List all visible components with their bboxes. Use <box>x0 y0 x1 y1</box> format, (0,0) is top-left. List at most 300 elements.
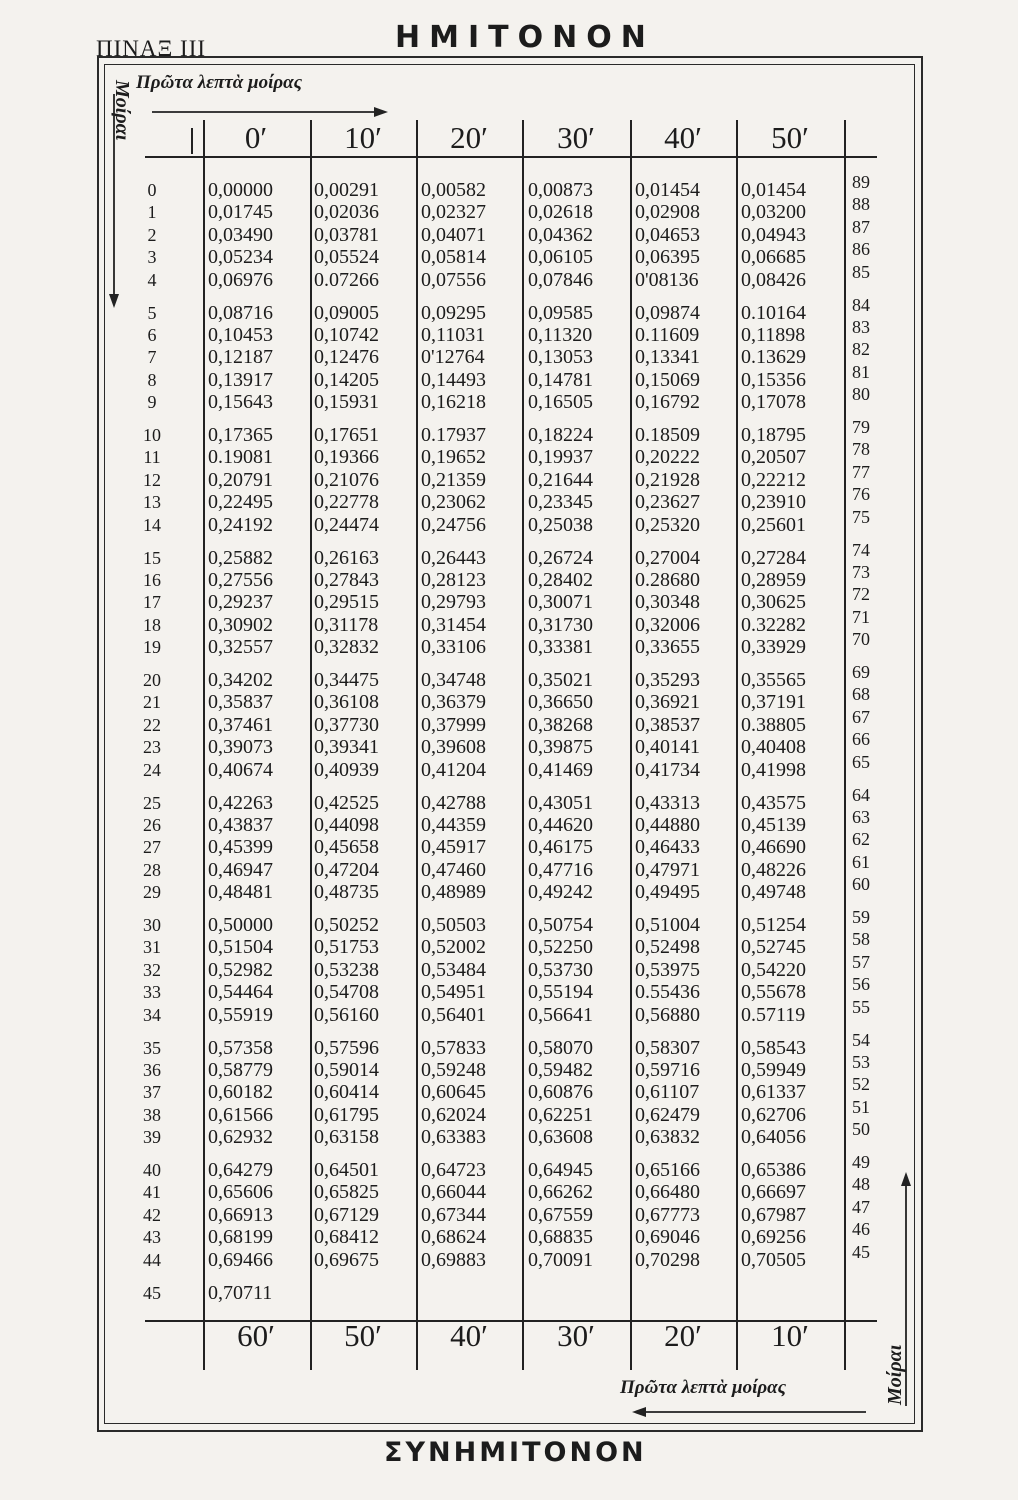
sine-value: 0,29793 <box>421 591 486 614</box>
sine-value: 0,36650 <box>528 691 593 714</box>
sine-value: 0,65166 <box>635 1159 700 1181</box>
sine-value: 0,41734 <box>635 758 700 781</box>
sine-value: 0,03200 <box>741 201 806 224</box>
degrees-label-bottom: Μοίραι <box>884 1344 906 1405</box>
sine-value: 0,62932 <box>208 1126 273 1149</box>
degree-cell: 9 <box>147 392 157 413</box>
complement-degree-cell: 47 <box>852 1196 870 1217</box>
sine-value: 0,06395 <box>635 246 700 269</box>
sine-value: 0,40674 <box>208 758 273 781</box>
sine-value: 0,38537 <box>635 713 700 736</box>
sine-value: 0,39341 <box>314 736 379 759</box>
degree-cell: 8 <box>147 369 157 390</box>
sine-value: 0,60414 <box>314 1081 379 1104</box>
sine-value: 0,41998 <box>741 758 806 781</box>
sine-value: 0,06105 <box>528 246 593 269</box>
degree-cell: 12 <box>143 469 161 490</box>
sine-value: 0,31454 <box>421 613 486 636</box>
sine-value: 0,42788 <box>421 791 486 814</box>
sine-value: 0,07846 <box>528 268 593 291</box>
sine-value: 0,00582 <box>421 179 486 201</box>
complement-degree-cell: 67 <box>852 706 870 727</box>
sine-value: 0,34202 <box>208 669 273 691</box>
sine-value: 0,27004 <box>635 546 700 569</box>
footer-column-header-3: 30′ <box>557 1318 595 1353</box>
sine-value: 0,27843 <box>314 568 379 591</box>
sine-value: 0,07556 <box>421 268 486 291</box>
sine-value: 0,46433 <box>635 836 700 859</box>
sine-value: 0,52002 <box>421 936 486 959</box>
sine-value: 0,00873 <box>528 179 593 201</box>
sine-value: 0,35565 <box>741 669 806 691</box>
degree-cell: 19 <box>143 637 161 658</box>
sine-value: 0,39608 <box>421 736 486 759</box>
sine-value: 0,28402 <box>528 568 593 591</box>
degree-cell: 27 <box>143 837 161 858</box>
complement-degree-cell: 61 <box>852 851 870 872</box>
sine-value: 0,16792 <box>635 391 700 414</box>
complement-degree-cell: 66 <box>852 729 870 750</box>
degree-cell: 1 <box>147 202 157 223</box>
sine-value: 0,49242 <box>528 881 593 904</box>
sine-value: 0,42525 <box>314 791 379 814</box>
sine-value: 0,21928 <box>635 468 700 491</box>
sine-value: 0,31730 <box>528 613 593 636</box>
sine-value: 0,65825 <box>314 1181 379 1204</box>
sine-value: 0,10742 <box>314 323 379 346</box>
sine-value: 0,58070 <box>528 1036 593 1059</box>
sine-value: 0,08426 <box>741 268 806 291</box>
complement-degree-cell: 85 <box>852 261 870 282</box>
sine-value: 0,01745 <box>208 201 273 224</box>
degree-cell: 5 <box>147 302 157 323</box>
complement-degree-cell: 52 <box>852 1074 870 1095</box>
sine-value: 0.38805 <box>741 713 806 736</box>
column-separator <box>630 120 632 1370</box>
sine-value: 0,68835 <box>528 1226 593 1249</box>
sine-value: 0,64723 <box>421 1159 486 1181</box>
sine-value: 0,22778 <box>314 491 379 514</box>
degree-cell: 42 <box>143 1204 161 1225</box>
complement-degree-cell: 78 <box>852 439 870 460</box>
sine-value: 0,67129 <box>314 1203 379 1226</box>
sine-value: 0.13629 <box>741 346 806 369</box>
column-header-4: 40′ <box>664 120 702 155</box>
degree-cell: 34 <box>143 1004 161 1025</box>
sine-value: 0,02618 <box>528 201 593 224</box>
degree-cell: 22 <box>143 714 161 735</box>
complement-degree-cell: 54 <box>852 1029 870 1050</box>
sine-value: 0,25320 <box>635 513 700 536</box>
sine-value: 0,01454 <box>741 179 806 201</box>
sine-value: 0,58543 <box>741 1036 806 1059</box>
sine-value: 0,46175 <box>528 836 593 859</box>
sine-value: 0,17651 <box>314 424 379 446</box>
degree-cell: 31 <box>143 937 161 958</box>
sine-value: 0,02327 <box>421 201 486 224</box>
sine-value: 0,66044 <box>421 1181 486 1204</box>
sine-value: 0,41469 <box>528 758 593 781</box>
sine-value: 0,31178 <box>314 613 379 636</box>
sine-value: 0,15356 <box>741 368 806 391</box>
sine-value: 0,69256 <box>741 1226 806 1249</box>
sine-value: 0,68412 <box>314 1226 379 1249</box>
degree-cell: 4 <box>147 269 157 290</box>
sine-value: 0,26443 <box>421 546 486 569</box>
sine-value: 0,54220 <box>741 958 806 981</box>
sine-value: 0,33381 <box>528 636 593 659</box>
sine-value: 0,50503 <box>421 914 486 936</box>
complement-degree-cell: 46 <box>852 1219 870 1240</box>
complement-degree-cell: 57 <box>852 951 870 972</box>
sine-value: 0,47460 <box>421 858 486 881</box>
sine-value: 0,64056 <box>741 1126 806 1149</box>
complement-degree-cell: 72 <box>852 584 870 605</box>
sine-value: 0,34748 <box>421 669 486 691</box>
sine-value: 0,46690 <box>741 836 806 859</box>
sine-value: 0,64279 <box>208 1159 273 1181</box>
sine-value: 0,38268 <box>528 713 593 736</box>
header-rule <box>145 156 877 158</box>
sine-value: 0,47204 <box>314 858 379 881</box>
sine-value: 0,56160 <box>314 1003 379 1026</box>
minutes-label-top: Πρῶτα λεπτὰ μοίρας <box>136 72 303 93</box>
sine-value: 0,04653 <box>635 223 700 246</box>
sine-value: 0,24192 <box>208 513 273 536</box>
sine-value: 0,42263 <box>208 791 273 814</box>
sine-value: 0,28959 <box>741 568 806 591</box>
sine-value: 0,30348 <box>635 591 700 614</box>
sine-value: 0,40939 <box>314 758 379 781</box>
complement-degree-cell: 86 <box>852 239 870 260</box>
sine-value: 0,10453 <box>208 323 273 346</box>
sine-value: 0,35293 <box>635 669 700 691</box>
column-separator <box>310 120 312 1370</box>
sine-value: 0,12187 <box>208 346 273 369</box>
sine-value: 0,41204 <box>421 758 486 781</box>
sine-value: 0,20791 <box>208 468 273 491</box>
degree-cell: 2 <box>147 224 157 245</box>
sine-value: 0,65386 <box>741 1159 806 1181</box>
sine-value: 0,69466 <box>208 1248 273 1271</box>
sine-value: 0,61795 <box>314 1103 379 1126</box>
sine-value: 0,44359 <box>421 813 486 836</box>
sine-value: 0,54951 <box>421 981 486 1004</box>
sine-value: 0,40408 <box>741 736 806 759</box>
cosine-title: ΣΥΝΗΜΙΤΟΝΟΝ <box>384 1437 647 1468</box>
sine-value: 0,70298 <box>635 1248 700 1271</box>
sine-value: 0,37999 <box>421 713 486 736</box>
sine-value: 0,26163 <box>314 546 379 569</box>
sine-value: 0,49495 <box>635 881 700 904</box>
sine-value: 0,64501 <box>314 1159 379 1181</box>
column-header-0: 0′ <box>244 120 268 155</box>
sine-value: 0,37191 <box>741 691 806 714</box>
sine-value: 0,66262 <box>528 1181 593 1204</box>
sine-value: 0,35021 <box>528 669 593 691</box>
sine-value: 0,53238 <box>314 958 379 981</box>
complement-degree-cell: 68 <box>852 684 870 705</box>
sine-value: 0,04071 <box>421 223 486 246</box>
complement-degree-cell: 76 <box>852 484 870 505</box>
sine-value: 0,01454 <box>635 179 700 201</box>
degree-cell: 0 <box>147 180 157 200</box>
sine-value: 0,48226 <box>741 858 806 881</box>
sine-value: 0,46947 <box>208 858 273 881</box>
sine-value: 0,30625 <box>741 591 806 614</box>
complement-degree-cell: 74 <box>852 539 870 560</box>
sine-value: 0,53730 <box>528 958 593 981</box>
sine-value: 0,09295 <box>421 301 486 324</box>
sine-value: 0,19652 <box>421 446 486 469</box>
sine-value: 0,15069 <box>635 368 700 391</box>
degree-cell: 44 <box>143 1249 161 1270</box>
degree-cell: 29 <box>143 882 161 903</box>
sine-value: 0,55678 <box>741 981 806 1004</box>
sine-value: 0,67559 <box>528 1203 593 1226</box>
sine-value: 0,17365 <box>208 424 273 446</box>
sine-value: 0,27556 <box>208 568 273 591</box>
sine-value: 0,12476 <box>314 346 379 369</box>
sine-value: 0.55436 <box>635 981 700 1004</box>
sine-value: 0,13053 <box>528 346 593 369</box>
degrees-label-top: Μοίραι <box>111 80 133 141</box>
sine-value: 0,25882 <box>208 546 273 569</box>
column-separator <box>736 120 738 1370</box>
sine-value: 0,11031 <box>421 323 486 346</box>
sine-value: 0,33655 <box>635 636 700 659</box>
degree-cell: 11 <box>143 447 161 468</box>
sine-value: 0,21076 <box>314 468 379 491</box>
sine-value: 0,70091 <box>528 1248 593 1271</box>
complement-degree-cell: 56 <box>852 974 870 995</box>
sine-value: 0,62479 <box>635 1103 700 1126</box>
complement-degree-cell: 64 <box>852 784 870 805</box>
footer-column-header-2: 40′ <box>450 1318 488 1353</box>
sine-value: 0,03490 <box>208 223 273 246</box>
sine-value: 0,30902 <box>208 613 273 636</box>
sine-value: 0,48481 <box>208 881 273 904</box>
sine-value: 0,15643 <box>208 391 273 414</box>
sine-value: 0,33929 <box>741 636 806 659</box>
sine-value: 0,56880 <box>635 1003 700 1026</box>
sine-value: 0,23627 <box>635 491 700 514</box>
sine-value: 0,45917 <box>421 836 486 859</box>
sine-value: 0,49748 <box>741 881 806 904</box>
sine-value: 0,24756 <box>421 513 486 536</box>
column-separator <box>522 120 524 1370</box>
sine-value: 0,06685 <box>741 246 806 269</box>
sine-value: 0,54708 <box>314 981 379 1004</box>
sine-value: 0,17078 <box>741 391 806 414</box>
complement-degree-cell: 58 <box>852 929 870 950</box>
sine-value: 0,48989 <box>421 881 486 904</box>
sine-value: 0,68624 <box>421 1226 486 1249</box>
sine-value: 0,44620 <box>528 813 593 836</box>
sine-value: 0,45399 <box>208 836 273 859</box>
degree-cell: 13 <box>143 492 161 513</box>
complement-degree-cell: 49 <box>852 1152 870 1172</box>
sine-value: 0,00291 <box>314 179 379 201</box>
sine-value: 0.28680 <box>635 568 700 591</box>
complement-degree-cell: 65 <box>852 751 870 772</box>
complement-degree-cell: 81 <box>852 361 870 382</box>
sine-value: 0,60182 <box>208 1081 273 1104</box>
sine-value: 0,14493 <box>421 368 486 391</box>
sine-value: 0,59482 <box>528 1058 593 1081</box>
sine-value: 0,18795 <box>741 424 806 446</box>
sine-value: 0,50252 <box>314 914 379 936</box>
sine-value: 0,08716 <box>208 301 273 324</box>
sine-value: 0,66913 <box>208 1203 273 1226</box>
sine-value: 0,45139 <box>741 813 806 836</box>
sine-value: 0.11609 <box>635 323 700 346</box>
sine-value: 0,06976 <box>208 268 273 291</box>
sine-value: 0.17937 <box>421 424 486 446</box>
complement-degree-cell: 82 <box>852 339 870 360</box>
sine-value: 0,54464 <box>208 981 273 1004</box>
complement-degree-cell: 55 <box>852 996 870 1017</box>
degree-cell: 28 <box>143 859 161 880</box>
sine-value: 0,32832 <box>314 636 379 659</box>
sine-value: 0,47716 <box>528 858 593 881</box>
complement-degree-cell: 51 <box>852 1096 870 1117</box>
complement-degree-cell: 48 <box>852 1174 870 1195</box>
sine-value: 0,50000 <box>208 914 273 936</box>
sine-value: 0.07266 <box>314 268 379 291</box>
sine-value: 0,67344 <box>421 1203 486 1226</box>
sine-value: 0,19937 <box>528 446 593 469</box>
degree-cell: 33 <box>143 982 161 1003</box>
complement-degree-cell: 71 <box>852 606 870 627</box>
sine-value: 0,64945 <box>528 1159 593 1181</box>
sine-value: 0,61566 <box>208 1103 273 1126</box>
degree-cell: 38 <box>143 1104 161 1125</box>
sine-value: 0,16218 <box>421 391 486 414</box>
degree-cell: 16 <box>143 569 161 590</box>
sine-value: 0,22495 <box>208 491 273 514</box>
sine-value: 0,34475 <box>314 669 379 691</box>
sine-value: 0,70505 <box>741 1248 806 1271</box>
sine-value: 0,56641 <box>528 1003 593 1026</box>
sine-value: 0,32557 <box>208 636 273 659</box>
sine-value: 0,21359 <box>421 468 486 491</box>
sine-value: 0,55919 <box>208 1003 273 1026</box>
sine-value: 0,61107 <box>635 1081 700 1104</box>
sine-value: 0,05814 <box>421 246 486 269</box>
degree-cell: 17 <box>143 592 161 613</box>
sine-value: 0,02908 <box>635 201 700 224</box>
sine-value: 0,61337 <box>741 1081 806 1104</box>
degree-cell: 32 <box>143 959 161 980</box>
complement-degree-cell: 45 <box>852 1241 870 1262</box>
sine-value: 0,68199 <box>208 1226 273 1249</box>
sine-value: 0,65606 <box>208 1181 273 1204</box>
degree-cell: 15 <box>143 547 161 568</box>
sine-value: 0,25601 <box>741 513 806 536</box>
sine-value: 0,11320 <box>528 323 593 346</box>
sine-value: 0,03781 <box>314 223 379 246</box>
sine-value: 0,16505 <box>528 391 593 414</box>
degree-cell: 6 <box>147 324 157 345</box>
degree-cell: 25 <box>143 792 161 813</box>
degree-cell: 35 <box>143 1037 161 1058</box>
complement-degree-cell: 75 <box>852 506 870 527</box>
degree-cell: 21 <box>143 692 161 713</box>
footer-column-header-1: 50′ <box>344 1318 382 1353</box>
sine-value: 0,70711 <box>208 1281 273 1304</box>
sine-value: 0,63383 <box>421 1126 486 1149</box>
degree-cell: 37 <box>143 1082 161 1103</box>
sine-value: 0.32282 <box>741 613 806 636</box>
footer-column-header-0: 60′ <box>237 1318 275 1353</box>
sine-value: 0,21644 <box>528 468 593 491</box>
sine-value: 0'08136 <box>635 268 699 291</box>
sine-value: 0,26724 <box>528 546 593 569</box>
sine-value: 0,57358 <box>208 1036 273 1059</box>
sine-value: 0,29515 <box>314 591 379 614</box>
degree-cell: 18 <box>143 614 161 635</box>
sine-value: 0,60645 <box>421 1081 486 1104</box>
sine-value: 0,60876 <box>528 1081 593 1104</box>
complement-degree-cell: 88 <box>852 194 870 215</box>
complement-degree-cell: 53 <box>852 1051 870 1072</box>
complement-degree-cell: 69 <box>852 662 870 682</box>
footer-column-header-5: 10′ <box>771 1318 809 1353</box>
sine-value: 0,20222 <box>635 446 700 469</box>
sine-value: 0,29237 <box>208 591 273 614</box>
degree-cell: 41 <box>143 1182 161 1203</box>
sine-value: 0,35837 <box>208 691 273 714</box>
sine-value: 0,66697 <box>741 1181 806 1204</box>
sine-value: 0,43051 <box>528 791 593 814</box>
sine-value: 0,09874 <box>635 301 700 324</box>
complement-degree-cell: 60 <box>852 874 870 895</box>
sine-value: 0,62251 <box>528 1103 593 1126</box>
complement-degree-cell: 83 <box>852 316 870 337</box>
sine-value: 0.10164 <box>741 301 806 324</box>
sine-value: 0,58307 <box>635 1036 700 1059</box>
degree-cell: 40 <box>143 1160 161 1180</box>
degree-cell: 3 <box>147 247 157 268</box>
sine-value: 0.19081 <box>208 446 273 469</box>
sine-value: 0,39073 <box>208 736 273 759</box>
sine-value: 0,15931 <box>314 391 379 414</box>
sine-value: 0,56401 <box>421 1003 486 1026</box>
sine-value: 0,00000 <box>208 179 273 201</box>
column-separator <box>203 120 205 1370</box>
sine-value: 0,33106 <box>421 636 486 659</box>
complement-degree-cell: 62 <box>852 829 870 850</box>
complement-degree-cell: 59 <box>852 907 870 927</box>
degree-cell: 45 <box>143 1282 161 1303</box>
sine-value: 0,43575 <box>741 791 806 814</box>
degree-cell: 10 <box>143 425 161 445</box>
sine-value: 0,36108 <box>314 691 379 714</box>
column-header-5: 50′ <box>771 120 809 155</box>
complement-degree-cell: 50 <box>852 1119 870 1140</box>
column-header-3: 30′ <box>557 120 595 155</box>
sine-value: 0,23910 <box>741 491 806 514</box>
sine-value: 0,51504 <box>208 936 273 959</box>
sine-value: 0,57833 <box>421 1036 486 1059</box>
complement-degree-cell: 87 <box>852 216 870 237</box>
sine-value: 0.18509 <box>635 424 700 446</box>
degree-cell: 26 <box>143 814 161 835</box>
degree-cell: 14 <box>143 514 161 535</box>
sine-value: 0,53484 <box>421 958 486 981</box>
degree-cell: 30 <box>143 915 161 935</box>
